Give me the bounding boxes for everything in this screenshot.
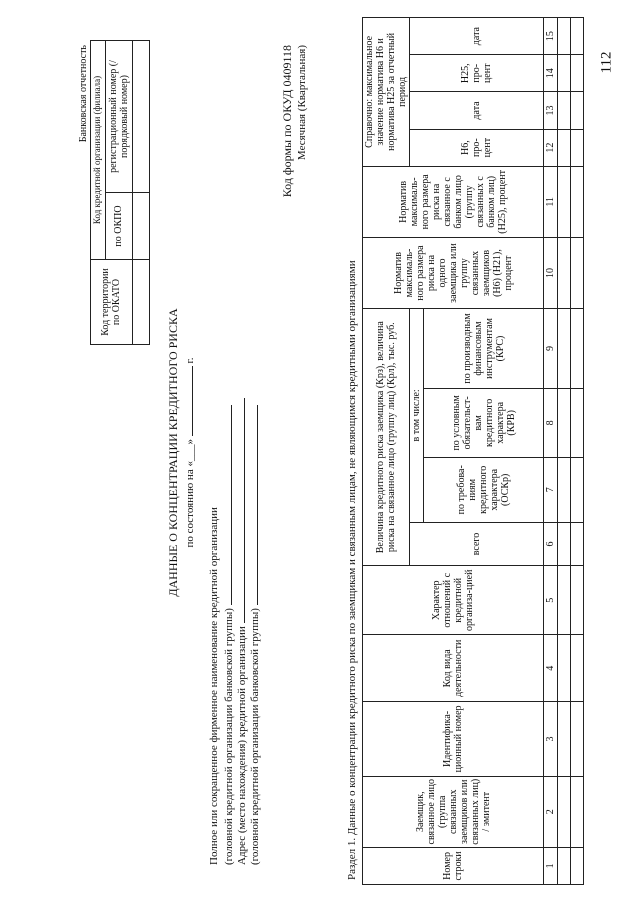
reporting-label: Банковская отчетность (78, 45, 89, 143)
col-line-no: Номер строки (363, 847, 544, 884)
header-code-table (90, 40, 150, 345)
col-id: Идентифика-ционный номер (363, 702, 544, 776)
table-row (558, 18, 571, 885)
org-name-line2: (головной кредитной организации банковской группы) (221, 405, 236, 865)
col-number: 5 (544, 566, 558, 635)
page-number: 112 (598, 51, 615, 74)
col-krs: по производным финансовым инструментам (КРС) (424, 309, 544, 389)
reg-number-value (132, 41, 149, 193)
form-title: ДАННЫЕ О КОНЦЕНТРАЦИИ КРЕДИТНОГО РИСКА (166, 308, 180, 597)
org-address-line1: Адрес (место нахождения) кредитной организации (234, 398, 249, 865)
okato-value (132, 260, 149, 345)
col-number: 10 (544, 237, 558, 308)
col-number: 3 (544, 702, 558, 776)
col-number: 15 (544, 18, 558, 55)
col-n6-date: дата (410, 92, 544, 129)
col-oskr: по требова-ниям кредитного характера (ОСКр) (424, 457, 544, 522)
table-row (571, 18, 584, 885)
col-risk-group: Величина кредитного риска заемщика (Крз), величина риска на связанное лицо (группу лиц) (Крл), тыс. руб. (363, 309, 410, 566)
okpo-cell: по ОКПО (105, 193, 132, 260)
col-number: 14 (544, 55, 558, 92)
col-krv: по условным обязательст-вам кредитного характера (КРВ) (424, 388, 544, 457)
col-number: 4 (544, 635, 558, 702)
okato-cell: Код территории по ОКАТО (91, 260, 133, 345)
col-number: 13 (544, 92, 558, 129)
reg-number-cell: регистрационный номер (/порядковый номер) (105, 41, 132, 193)
col-number: 1 (544, 847, 558, 884)
org-name-line1: Полное или сокращенное фирменное наименование кредитной организации (208, 507, 220, 865)
col-number: 12 (544, 129, 558, 166)
col-number: 9 (544, 309, 558, 389)
org-code-label: Код кредитной организации (филиала) (91, 41, 106, 260)
okpo-value (132, 193, 149, 260)
col-n25-pct: Н25, про-цент (410, 55, 544, 92)
col-total: всего (410, 522, 544, 566)
concentration-table (362, 17, 584, 885)
col-number: 11 (544, 166, 558, 237)
as-of-line (182, 0, 196, 905)
periodicity: Месячная (Квартальная) (296, 45, 308, 161)
column-numbers-row (544, 18, 558, 885)
col-reference: Справочно: максимальное значение норматива Н6 и норматива Н25 за отчетный период (363, 18, 410, 167)
as-of-suffix: г. (184, 357, 196, 364)
col-norm-related: Норматив максималь-ного размера риска на связанное с банком лицо (группу связанных с банком лиц) (Н25), процент (363, 166, 544, 237)
col-borrower: Заемщик, связанное лицо (группа связанных заемщиков или связанных лиц) / эмитент (363, 776, 544, 847)
col-relation: Характер отношений с кредитной организа-цией (363, 566, 544, 635)
col-n25-date: дата (410, 18, 544, 55)
section-title: Раздел 1. Данные о концентрации кредитного риска по заемщикам и связанным лицам, не являющимся кредитными организациями (346, 260, 358, 880)
col-norm-max: Норматив максималь-ного размера риска на одного заемщика или группу связанных заемщиков (Н6) (Н21), процент (363, 237, 544, 308)
col-number: 8 (544, 388, 558, 457)
col-number: 2 (544, 776, 558, 847)
as-of-prefix: по состоянию на «___» (184, 439, 196, 548)
col-n6-pct: Н6, про-цент (410, 129, 544, 166)
col-number: 6 (544, 522, 558, 566)
as-of-year-blank (182, 366, 193, 436)
col-number: 7 (544, 457, 558, 522)
org-address-line2: (головной кредитной организации банковской группы) (247, 405, 262, 865)
col-incl: в том числе: (410, 309, 424, 523)
col-activity: Код вида деятельности (363, 635, 544, 702)
okud-code: Код формы по ОКУД 0409118 (280, 45, 294, 198)
